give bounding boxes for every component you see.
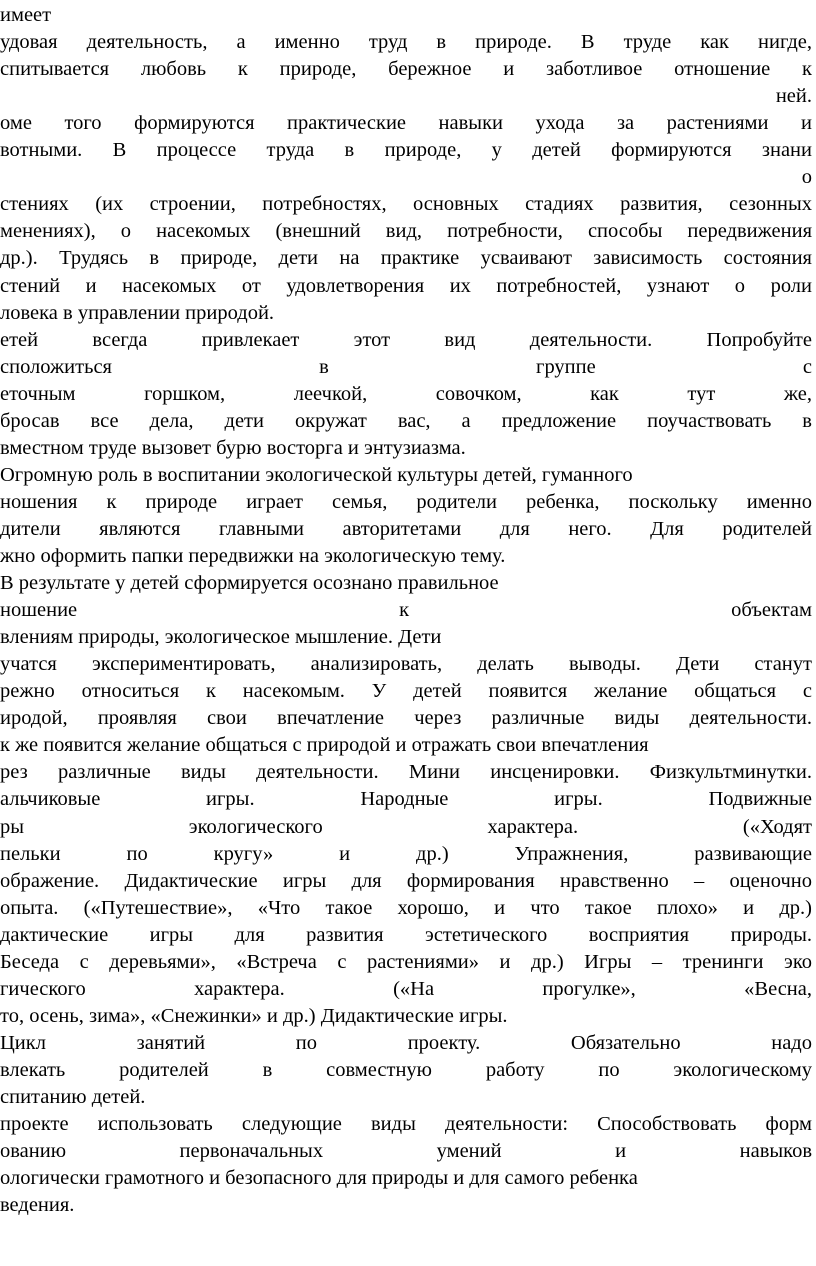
text-line: имеет xyxy=(0,4,52,26)
text-line: к же появится желание общаться с природой и отражать свои впечатления xyxy=(0,734,649,757)
text-line: иродой, проявляя свои впечатление через различные виды деятельности. xyxy=(0,707,812,730)
text-line: дактические игры для развития эстетического восприятия природы. xyxy=(0,923,812,946)
text-line: режно относиться к насекомым. У детей появится желание общаться с xyxy=(0,680,812,703)
text-line: то, осень, зима», «Снежинки» и др.) Дидактические игры. xyxy=(0,1004,508,1027)
text-line: ологически грамотного и безопасного для природы и для самого ребенка xyxy=(0,1167,638,1190)
text-line: Огромную роль в воспитании экологической культуры детей, гуманного xyxy=(0,463,633,486)
text-line: ней. xyxy=(775,85,812,108)
text-line: ношения к природе играет семья, родители ребенка, поскольку именно xyxy=(0,490,812,513)
text-line: гического характера. («На прогулке», «Весна, xyxy=(0,977,812,1000)
text-line: влекать родителей в совместную работу по экологическому xyxy=(0,1058,812,1081)
text-line: влениям природы, экологическое мышление. Дети xyxy=(0,626,442,649)
text-line: удовая деятельность, а именно труд в природе. В труде как нигде, xyxy=(0,31,812,54)
text-line: спитанию детей. xyxy=(0,1086,146,1108)
text-line: Беседа с деревьями», «Встреча с растениями» и др.) Игры – тренинги эко xyxy=(0,950,812,973)
text-line: ловека в управлении природой. xyxy=(0,301,275,324)
text-line: ображение. Дидактические игры для формирования нравственно – оценочно xyxy=(0,869,812,892)
text-line: ношение к объектам xyxy=(0,599,812,622)
text-line: вотными. В процессе труда в природе, у детей формируются знани xyxy=(0,139,812,162)
text-line: учатся экспериментировать, анализировать, делать выводы. Дети станут xyxy=(0,653,812,676)
text-line: оме того формируются практические навыки ухода за растениями и xyxy=(0,112,812,135)
text-line: дители являются главными авторитетами для него. Для родителей xyxy=(0,517,812,540)
text-line: бросав все дела, дети окружат вас, а предложение поучаствовать в xyxy=(0,409,812,432)
text-line: жно оформить папки передвижки на экологическую тему. xyxy=(0,545,506,567)
text-line: В результате у детей сформируется осознано правильное xyxy=(0,572,499,595)
text-line: проекте использовать следующие виды деятельности: Способствовать форм xyxy=(0,1113,812,1136)
text-line: стениях (их строении, потребностях, основных стадиях развития, сезонных xyxy=(0,193,812,216)
text-line: ованию первоначальных умений и навыков xyxy=(0,1140,812,1163)
text-line: ведения. xyxy=(0,1194,75,1217)
text-line: альчиковые игры. Народные игры. Подвижные xyxy=(0,788,812,811)
text-line: етей всегда привлекает этот вид деятельности. Попробуйте xyxy=(0,328,812,351)
text-line: стений и насекомых от удовлетворения их потребностей, узнают о роли xyxy=(0,274,812,297)
text-line: др.). Трудясь в природе, дети на практике усваивают зависимость состояния xyxy=(0,247,812,270)
text-line: Цикл занятий по проекту. Обязательно надо xyxy=(0,1031,812,1054)
text-line: спитывается любовь к природе, бережное и заботливое отношение к xyxy=(0,58,812,81)
text-line: рез различные виды деятельности. Мини инсценировки. Физкультминутки. xyxy=(0,761,812,784)
text-line: ры экологического характера. («Ходят xyxy=(0,815,812,838)
text-line: вместном труде вызовет бурю восторга и энтузиазма. xyxy=(0,436,466,459)
text-line: о xyxy=(801,166,812,189)
text-line: менениях), о насекомых (внешний вид, потребности, способы передвижения xyxy=(0,220,812,243)
text-line: еточным горшком, леечкой, совочком, как тут же, xyxy=(0,382,812,405)
text-line: опыта. («Путешествие», «Что такое хорошо, и что такое плохо» и др.) xyxy=(0,896,812,919)
text-line: пельки по кругу» и др.) Упражнения, развивающие xyxy=(0,842,812,865)
text-line: сположиться в группе с xyxy=(0,355,812,378)
